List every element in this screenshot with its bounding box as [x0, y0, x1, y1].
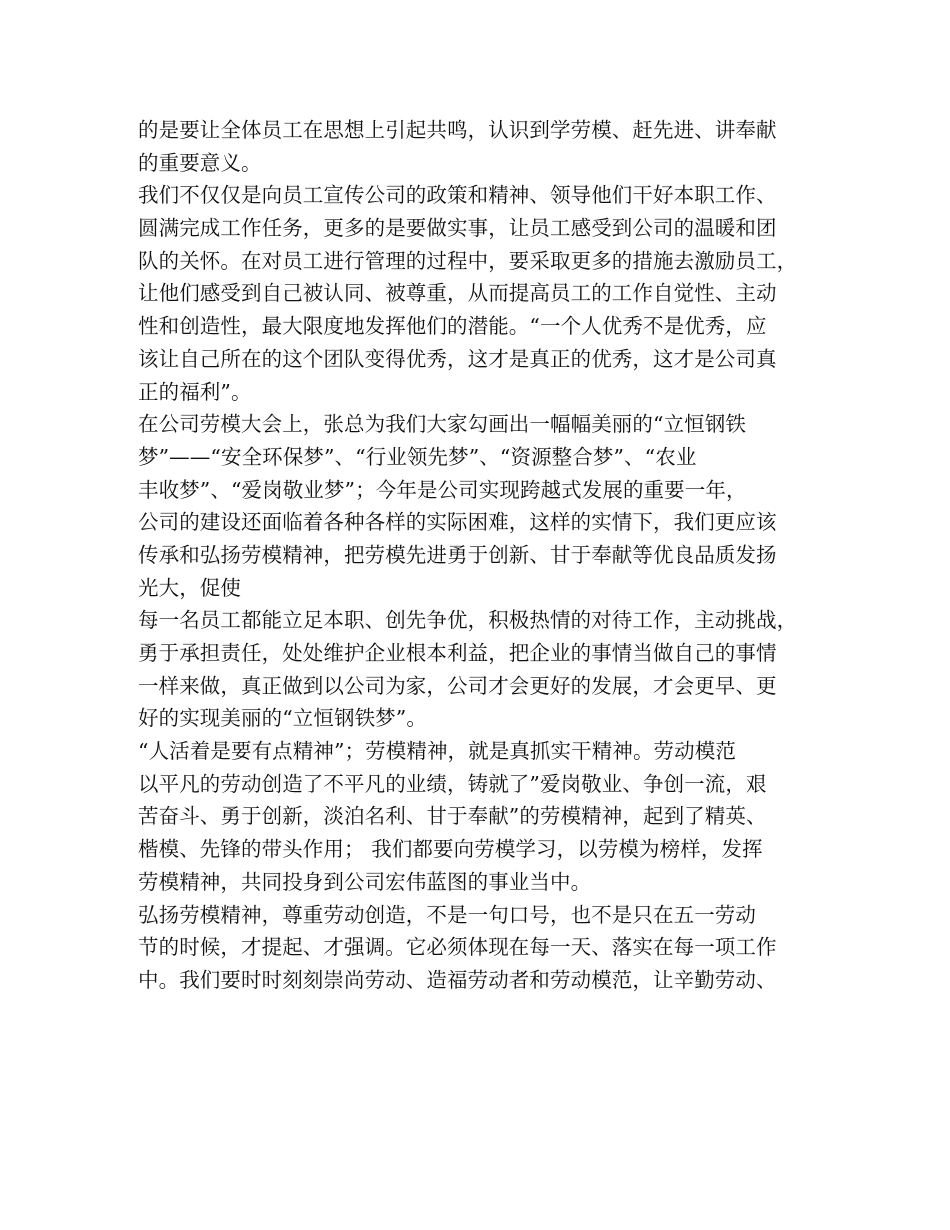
- text-line: “人活着是要有点精神”；劳模精神，就是真抓实干精神。劳动模范: [138, 739, 736, 764]
- body-text: [138, 114, 838, 997]
- text-line: 一样来做，真正做到以公司为家，公司才会更好的发展，才会更早、更: [138, 673, 777, 698]
- text-line: 性和创造性，最大限度地发挥他们的潜能。“一个人优秀不是优秀，应: [138, 314, 767, 339]
- text-line: 劳模精神，共同投身到公司宏伟蓝图的事业当中。: [138, 869, 592, 894]
- text-line: 梦”——“安全环保梦”、“行业领先梦”、“资源整合梦”、“农业: [138, 444, 697, 469]
- text-line: 该让自己所在的这个团队变得优秀，这才是真正的优秀，这才是公司真: [138, 346, 777, 371]
- text-line: 传承和弘扬劳模精神，把劳模先进勇于创新、甘于奉献等优良品质发扬: [138, 542, 777, 567]
- text-line: 中。我们要时时刻刻崇尚劳动、造福劳动者和劳动模范，让辛勤劳动、: [138, 967, 777, 992]
- text-line: 让他们感受到自己被认同、被尊重，从而提高员工的工作自觉性、主动: [138, 281, 777, 306]
- text-line: 每一名员工都能立足本职、创先争优，积极热情的对待工作，主动挑战，: [138, 608, 798, 633]
- text-line: 公司的建设还面临着各种各样的实际困难，这样的实情下，我们更应该: [138, 510, 777, 535]
- text-line: 以平凡的劳动创造了不平凡的业绩，铸就了”爱岗敬业、争创一流，艰: [138, 771, 767, 796]
- text-line: 光大，促使: [138, 575, 241, 600]
- text-line: 我们不仅仅是向员工宣传公司的政策和精神、领导他们干好本职工作、: [138, 183, 777, 208]
- text-line: 的是要让全体员工在思想上引起共鸣，认识到学劳模、赶先进、讲奉献: [138, 118, 777, 142]
- text-line: 弘扬劳模精神，尊重劳动创造，不是一句口号，也不是只在五一劳动: [138, 902, 756, 927]
- text-line: 好的实现美丽的“立恒钢铁梦”。: [138, 706, 427, 731]
- text-line: 勇于承担责任，处处维护企业根本利益，把企业的事情当做自己的事情: [138, 641, 777, 665]
- text-line: 苦奋斗、勇于创新，淡泊名利、甘于奉献”的劳模精神，起到了精英、: [138, 804, 767, 829]
- text-line: 圆满完成工作任务，更多的是要做实事，让员工感受到公司的温暖和团: [138, 216, 777, 241]
- text-line: 的重要意义。: [138, 150, 262, 175]
- text-line: 楷模、先锋的带头作用； 我们都要向劳模学习，以劳模为榜样，发挥: [138, 837, 763, 862]
- text-line: 正的福利”。: [138, 379, 252, 404]
- text-line: 在公司劳模大会上，张总为我们大家勾画出一幅幅美丽的“立恒钢铁: [138, 412, 746, 437]
- text-line: 节的时候，才提起、才强调。它必须体现在每一天、落实在每一项工作: [138, 935, 777, 960]
- text-line: 丰收梦”、“爱岗敬业梦”；今年是公司实现跨越式发展的重要一年，: [138, 477, 747, 502]
- text-line: 队的关怀。在对员工进行管理的过程中，要采取更多的措施去激励员工，: [138, 248, 798, 273]
